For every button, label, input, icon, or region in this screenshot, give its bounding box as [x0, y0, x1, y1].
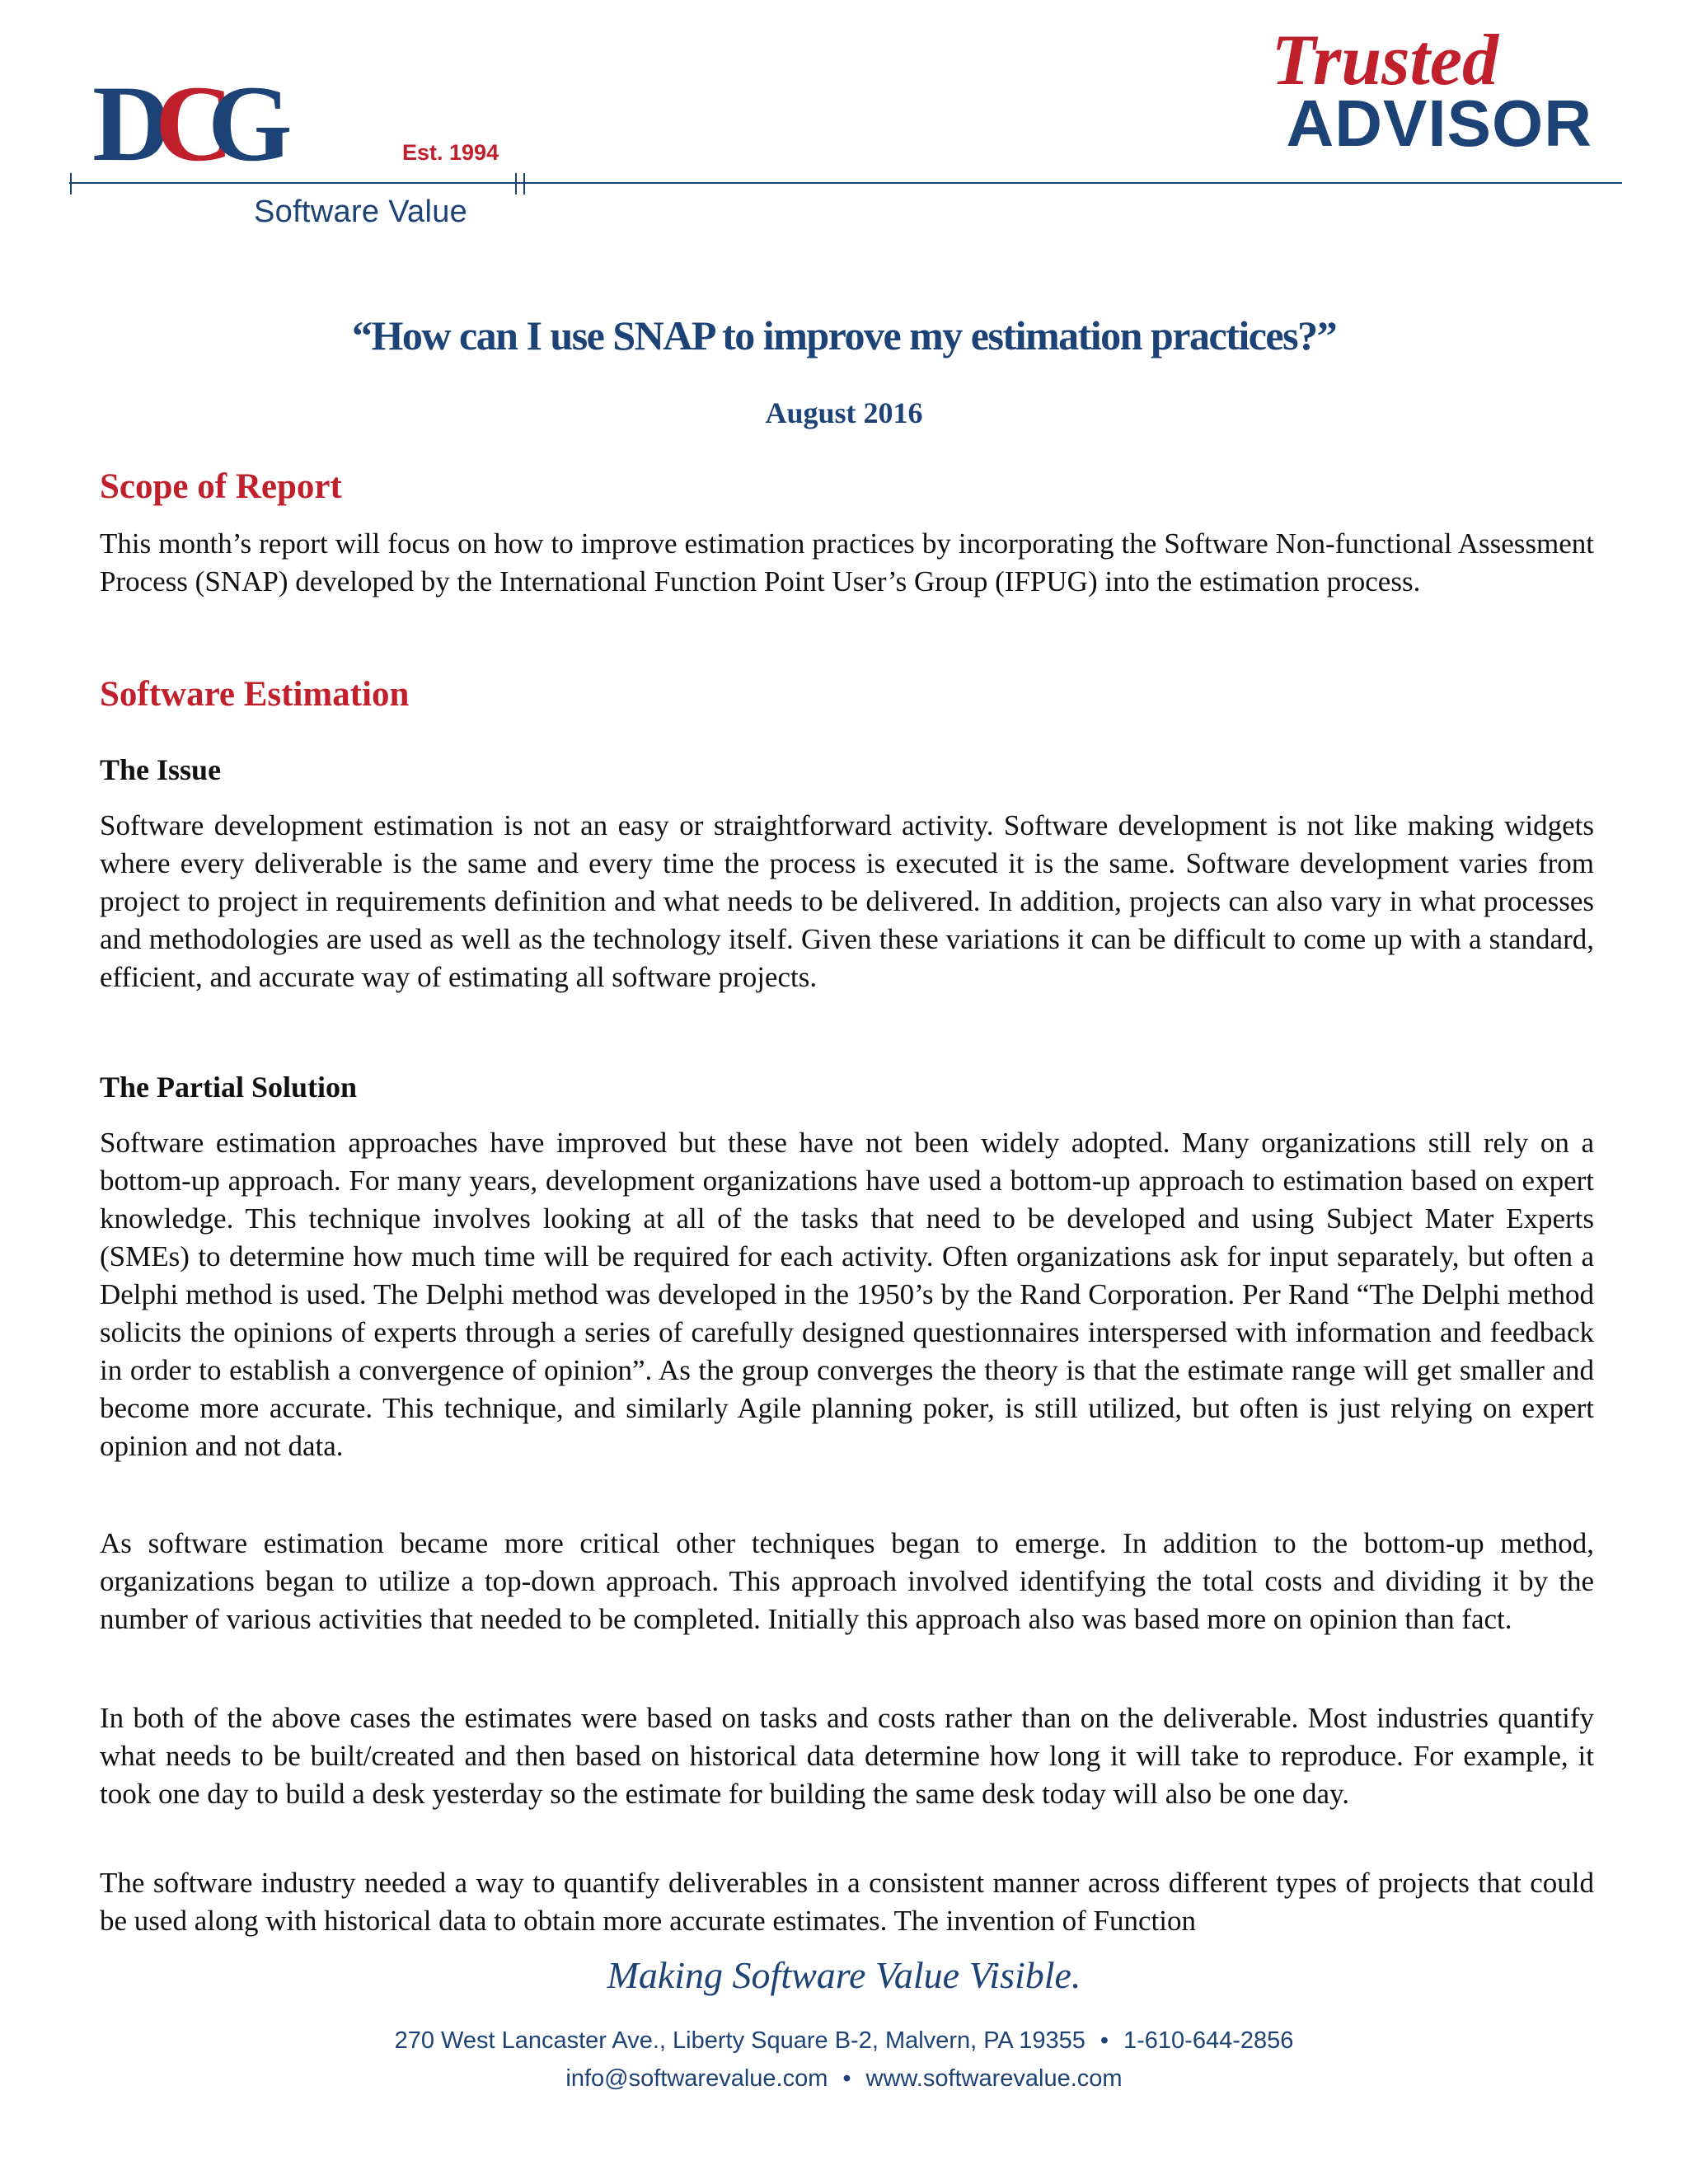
footer-address-line	[0, 2027, 1688, 2055]
document-date: August 2016	[765, 396, 923, 429]
partial-solution-paragraph-4: The software industry needed a way to quantify deliverables in a consistent manner across different types of projects that could be used along with historical data to obtain more accurate estimates. The invention of Function	[100, 1867, 1594, 1937]
sub-heading-partial-solution: The Partial Solution	[100, 1071, 358, 1104]
section-heading-estimation: Software Estimation	[100, 675, 410, 714]
partial-solution-paragraph-3: In both of the above cases the estimates were based on tasks and costs rather than on the deliverable. Most industries quantify what needs to be built/created and then based on historical data determine how long it will take to reproduce. For example, it took one day to build a desk yesterday so the estimate for building the same desk today will also be one day.	[100, 1702, 1594, 1810]
document-title: “How can I use SNAP to improve my estimation practices?”	[351, 312, 1337, 359]
dcg-logo	[92, 63, 293, 184]
established-label: Est. 1994	[402, 140, 499, 165]
issue-paragraph: Software development estimation is not an easy or straightforward activity. Software development is not like making widgets where every deliverable is the same and every time the process is executed it is the same. Software development varies from project to project in requirements definition and what needs to be delivered. In addition, projects can also vary in what processes and methodologies are used as well as the technology itself. Given these variations it can be difficult to come up with a standard, efficient, and accurate way of estimating all software projects.	[100, 809, 1594, 993]
trusted-advisor-badge-line2: ADVISOR	[1286, 87, 1592, 160]
footer-phone: 1-610-644-2856	[1123, 2027, 1294, 2054]
svg-text:G: G	[208, 63, 293, 184]
header-divider	[69, 173, 1622, 196]
section-heading-scope: Scope of Report	[100, 467, 342, 506]
footer-email[interactable]: info@softwarevalue.com	[565, 2065, 828, 2092]
partial-solution-paragraph-2: As software estimation became more critical other techniques began to emerge. In addition to the bottom-up method, organizations began to utilize a top-down approach. This approach involved identifying the total costs and dividing it by the number of various activities that needed to be completed. Initially this approach also was based more on opinion than fact.	[100, 1527, 1594, 1635]
svg-text:C: C	[155, 63, 216, 184]
footer-website[interactable]: www.softwarevalue.com	[865, 2065, 1123, 2092]
trusted-advisor-badge-line1: Trusted	[1271, 21, 1498, 101]
bullet-separator: •	[842, 2065, 851, 2092]
footer-address: 270 West Lancaster Ave., Liberty Square B-2, Malvern, PA 19355	[394, 2027, 1085, 2054]
svg-text:D: D	[92, 63, 153, 184]
footer-contact-line	[0, 2065, 1688, 2093]
footer-slogan: Making Software Value Visible.	[607, 1954, 1081, 1996]
bullet-separator: •	[1100, 2027, 1109, 2054]
partial-solution-paragraph-1: Software estimation approaches have improved but these have not been widely adopted. Many organizations still rely on a bottom-up approach. For many years, development organizations have used a bottom-up approach to estimation based on expert knowledge. This technique involves looking at all of the tasks that need to be developed and using Subject Mater Experts (SMEs) to determine how much time will be required for each activity. Often organizations ask for input separately, but often a Delphi method is used. The Delphi method was developed in the 1950’s by the Rand Corporation. Per Rand “The Delphi method solicits the opinions of experts through a series of carefully designed questionnaires interspersed with information and feedback in order to establish a convergence of opinion”. As the group converges the theory is that the estimate range will get smaller and become more accurate. This technique, and similarly Agile planning poker, is still utilized, but often is just relying on expert opinion and not data.	[100, 1127, 1594, 1462]
sub-heading-issue: The Issue	[100, 753, 222, 786]
software-value-tagline: Software Value	[254, 194, 468, 229]
scope-paragraph: This month’s report will focus on how to improve estimation practices by incorporating the Software Non-functional Assessment Process (SNAP) developed by the International Function Point User’s Group (IFPUG) into the estimation process.	[100, 527, 1594, 598]
